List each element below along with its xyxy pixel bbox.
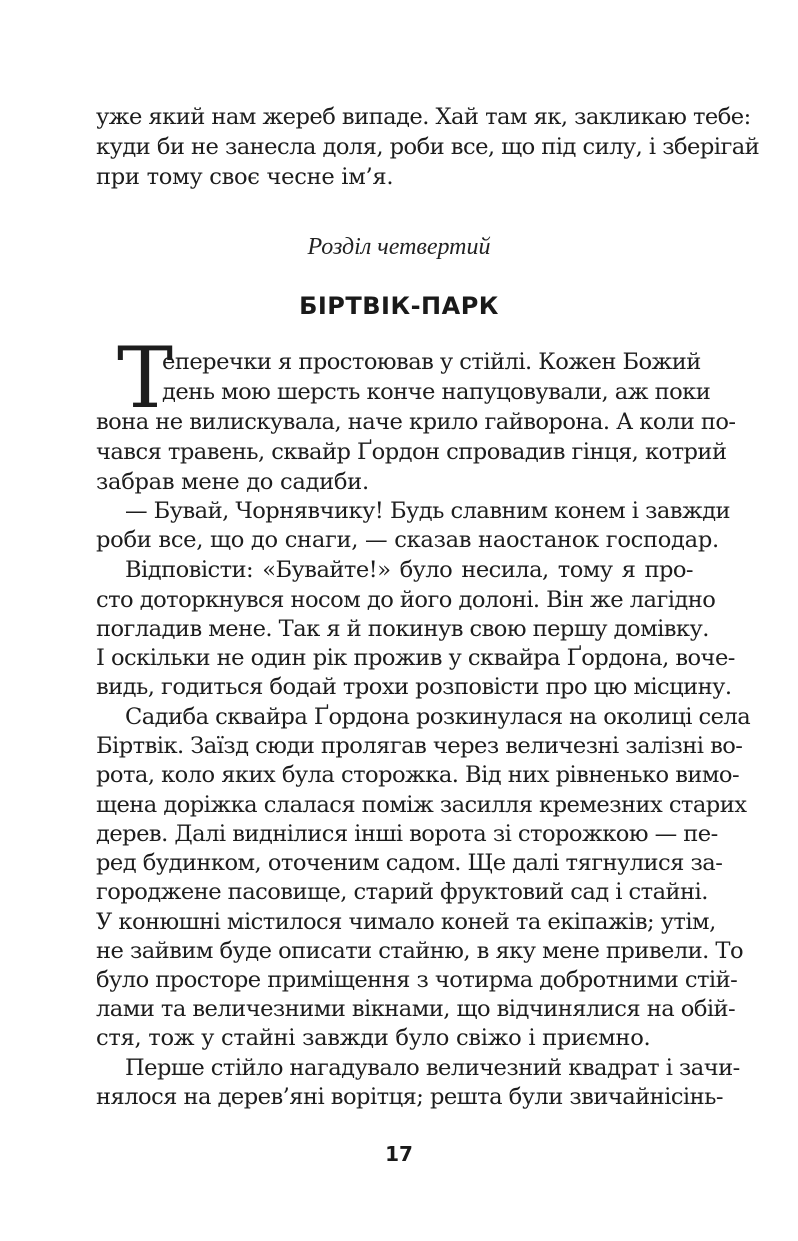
text-line: не зайвим буде описати стайню, в яку мене привели. То — [96, 938, 743, 964]
chapter-title: БІРТВІК-ПАРК — [299, 292, 499, 320]
text-line: стя, тож у стайні завжди було свіжо і приємно. — [96, 1025, 651, 1051]
text-line: щена доріжка слалася поміж засилля кремезних старих — [96, 792, 747, 818]
text-line: забрав мене до садиби. — [96, 469, 369, 495]
text-line: ред будинком, оточеним садом. Ще далі тягнулися за- — [96, 850, 723, 876]
text-line: Біртвік. Заїзд сюди пролягав через величезні залізні во- — [96, 733, 743, 759]
chapter-label: Розділ четвертий — [307, 234, 491, 260]
text-line: дерев. Далі виднілися інші ворота зі сторожкою — пе- — [96, 821, 718, 847]
text-line: Відповісти: «Бувайте!» було несила, тому я про- — [125, 557, 693, 583]
text-line: роби все, що до снаги, — сказав наостанок господар. — [96, 527, 719, 553]
page-number: 17 — [385, 1142, 413, 1166]
text-line: було просторе приміщення з чотирма добротними стій- — [96, 967, 738, 993]
text-line: Перше стійло нагадувало величезний квадрат і зачи- — [125, 1055, 740, 1081]
text-line: рота, коло яких була сторожка. Від них рівненько вимо- — [96, 762, 740, 788]
text-line: — Бувай, Чорнявчику! Будь славним конем і завжди — [125, 498, 731, 524]
text-line: при тому своє чесне ім’я. — [96, 164, 394, 190]
drop-cap: Т — [117, 329, 174, 427]
text-line: городжене пасовище, старий фруктовий сад і стайні. — [96, 879, 708, 905]
text-line: сто доторкнувся носом до його долоні. Він же лагідно — [96, 587, 716, 613]
text-line: І оскільки не один рік прожив у сквайра Ґордона, воче- — [96, 645, 735, 671]
text-line: нялося на дерев’яні ворітця; решта були звичайнісінь- — [96, 1084, 723, 1110]
text-line: чався травень, сквайр Ґордон спровадив гінця, котрий — [96, 439, 727, 465]
text-line: уже який нам жереб випаде. Хай там як, закликаю тебе: — [96, 104, 751, 130]
text-line: еперечки я простоював у стійлі. Кожен Божий — [162, 349, 701, 375]
text-line: погладив мене. Так я й покинув свою першу домівку. — [96, 616, 709, 642]
text-line: Садиба сквайра Ґордона розкинулася на околиці села — [125, 704, 751, 730]
text-line: У конюшні містилося чимало коней та екіпажів; утім, — [96, 909, 716, 935]
text-line: видь, годиться бодай трохи розповісти про цю місцину. — [96, 674, 732, 700]
text-line: куди би не занесла доля, роби все, що під силу, і зберігай — [96, 134, 760, 160]
text-line: день мою шерсть конче напуцовували, аж поки — [162, 379, 711, 405]
text-line: вона не вилискувала, наче крило гайворона. А коли по- — [96, 409, 736, 435]
text-line: лами та величезними вікнами, що відчинялися на обій- — [96, 996, 736, 1022]
